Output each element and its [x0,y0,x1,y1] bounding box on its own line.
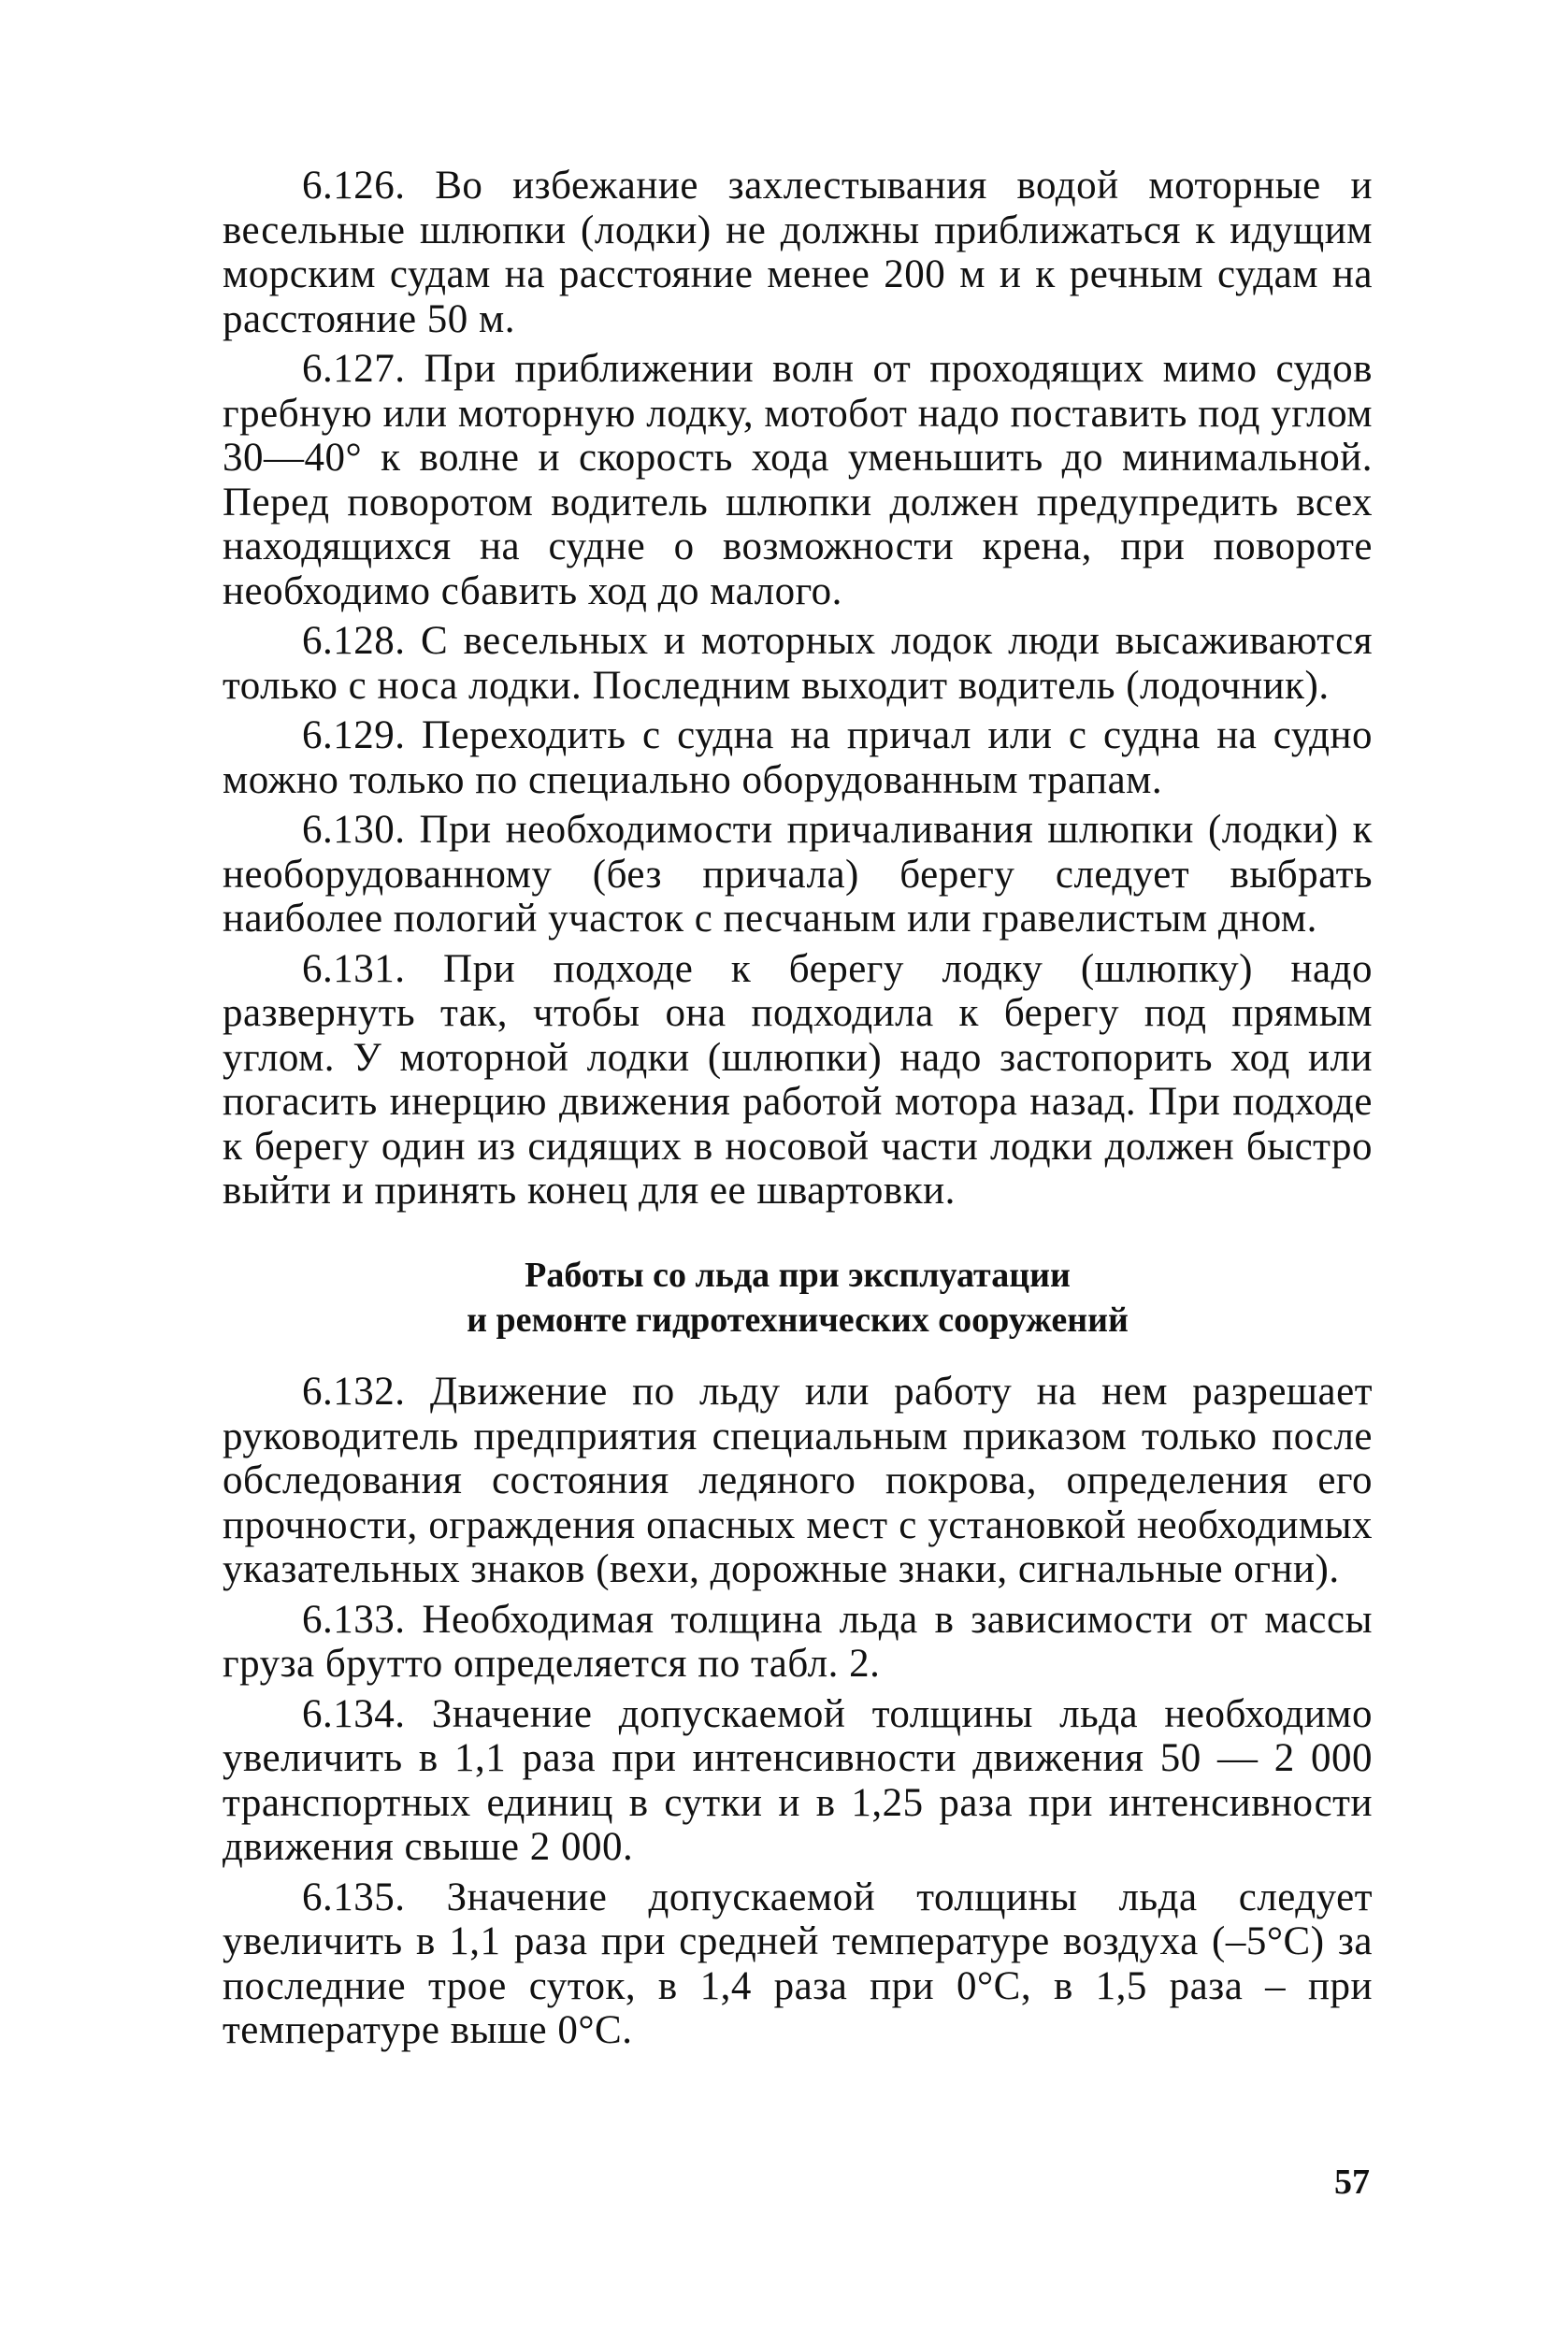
paragraph-6-135: 6.135. Значение допускаемой толщины льда следует увеличить в 1,1 раза при средней температуре воздуха (–5°С) за последние трое суток, в 1,4 раза при 0°С, в 1,5 раза – при температуре выше 0°С. [223,1875,1373,2052]
page-number: 57 [1334,2162,1370,2202]
text-section-top [223,164,1373,1219]
paragraph-6-133: 6.133. Необходимая толщина льда в зависимости от массы груза брутто определяется по табл. 2. [223,1597,1373,1686]
section-heading [223,1253,1373,1343]
paragraph-6-130: 6.130. При необходимости причаливания шлюпки (лодки) к необорудованному (без причала) берегу следует выбрать наиболее пологий участок с песчаным или гравелистым дном. [223,808,1373,941]
section-heading-line-2: и ремонте гидротехнических сооружений [467,1300,1129,1340]
paragraph-6-128: 6.128. С весельных и моторных лодок люди высаживаются только с носа лодки. Последним выходит водитель (лодочник). [223,619,1373,708]
paragraph-6-126: 6.126. Во избежание захлестывания водой моторные и весельные шлюпки (лодки) не должны приближаться к идущим морским судам на расстояние менее 200 м и к речным судам на расстояние 50 м. [223,164,1373,341]
text-section-bottom [223,1370,1373,2059]
paragraph-6-134: 6.134. Значение допускаемой толщины льда необходимо увеличить в 1,1 раза при интенсивности движения 50 — 2 000 транспортных единиц в сутки и в 1,25 раза при интенсивности движения свыше 2 000. [223,1691,1373,1869]
paragraph-6-131: 6.131. При подходе к берегу лодку (шлюпку) надо развернуть так, чтобы она подходила к берегу под прямым углом. У моторной лодки (шлюпки) надо застопорить ход или погасить инерцию движения работой мотора назад. При подходе к берегу один из сидящих в носовой части лодки должен быстро выйти и принять конец для ее швартовки. [223,946,1373,1213]
section-heading-line-1: Работы со льда при эксплуатации [525,1256,1071,1295]
paragraph-6-127: 6.127. При приближении волн от проходящих мимо судов гребную или моторную лодку, мотобот надо поставить под углом 30—40° к волне и скорость хода уменьшить до минимальной. Перед поворотом водитель шлюпки должен предупредить всех находящихся на судне о возможности крена, при повороте необходимо сбавить ход до малого. [223,347,1373,613]
paragraph-6-132: 6.132. Движение по льду или работу на нем разрешает руководитель предприятия специальным приказом только после обследования состояния ледяного покрова, определения его прочности, ограждения опасных мест с установкой необходимых указательных знаков (вехи, дорожные знаки, сигнальные огни). [223,1370,1373,1591]
paragraph-6-129: 6.129. Переходить с судна на причал или с судна на судно можно только по специально оборудованным трапам. [223,713,1373,802]
